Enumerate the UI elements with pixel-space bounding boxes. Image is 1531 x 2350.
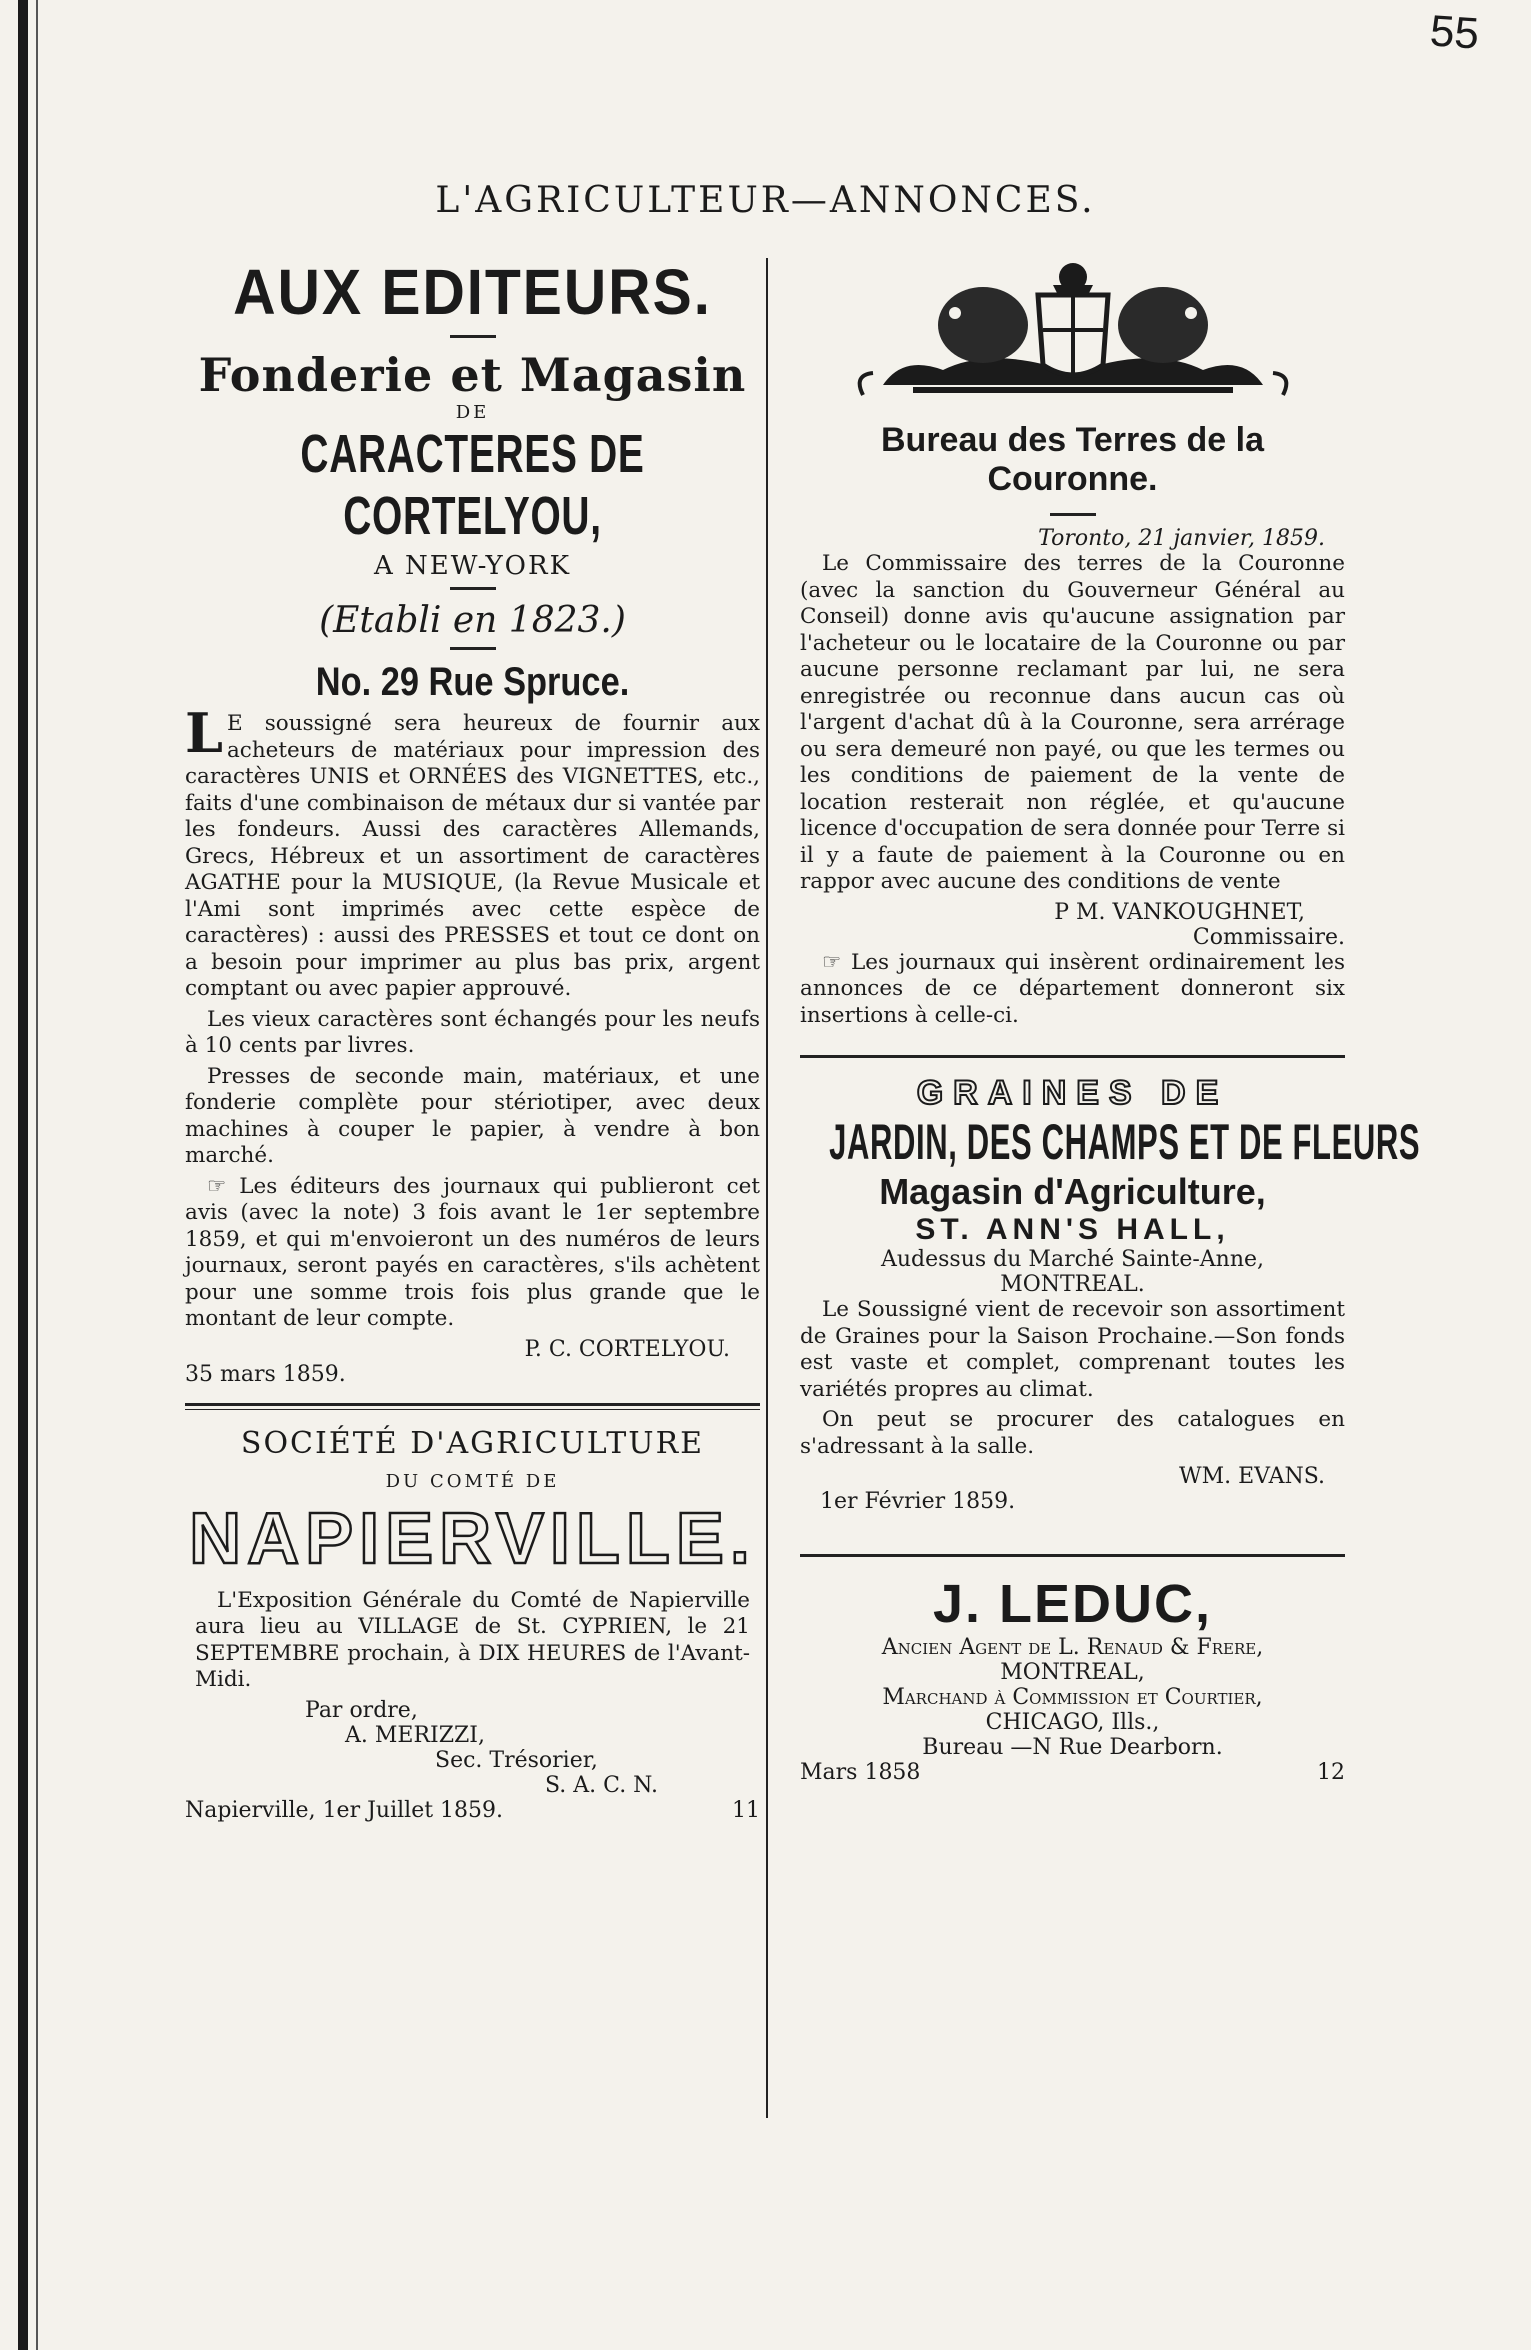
divider-dash	[450, 587, 496, 590]
ad-dateline: Toronto, 21 janvier, 1859.	[1038, 526, 1325, 551]
divider-dash	[450, 335, 496, 338]
ad-role: Sec. Trésorier,	[435, 1747, 598, 1773]
ad-line: Marchand à Commission et Courtier,	[882, 1685, 1263, 1710]
ad-subtitle: Magasin d'Agriculture,	[879, 1171, 1266, 1212]
ad-paragraph: L'Exposition Générale du Comté de Napierville aura lieu au VILLAGE de St. CYPRIEN, le 21 SEPTEMBRE prochain, à DIX HEURES de l'Avant-Midi.	[195, 1587, 750, 1692]
left-column	[185, 255, 760, 1823]
ad-line: Ancien Agent de L. Renaud & Frere,	[881, 1635, 1264, 1660]
napierville-ad	[185, 1426, 760, 1823]
royal-arms-image	[843, 255, 1303, 415]
ad-established: (Etabli en 1823.)	[319, 600, 626, 641]
ad-title-outlined: GRAINES DE	[916, 1074, 1229, 1112]
running-head: L'AGRICULTEUR—ANNONCES.	[435, 180, 1096, 221]
crown-lands-ad	[800, 255, 1345, 1029]
ad-footer-date: Napierville, 1er Juillet 1859.	[185, 1797, 504, 1823]
ad-location: Audessus du Marché Sainte-Anne,	[880, 1247, 1265, 1272]
ad-paragraph: Les vieux caractères sont échangés pour les neufs à 10 cents par livres.	[185, 1006, 760, 1058]
ad-signature: P. C. CORTELYOU.	[524, 1336, 730, 1362]
ad-paragraph: Presses de seconde main, matériaux, et une fonderie complète pour stériotiper, avec deux machines à couper le papier, à vendre à bon marché.	[185, 1063, 760, 1168]
binding-edge	[18, 0, 28, 2350]
ad-paragraph: LE soussigné sera heureux de fournir aux acheteurs de matériaux pour impression des caractères UNIS et ORNÉES des VIGNETTES, etc., faits d'une combinaison de métaux dur si vantée par les fondeurs. Aussi des caractères Allemands, Grecs, Hébreux et un assortiment de caractères AGATHE pour la MUSIQUE, (la Revue Musicale et l'Ami sont imprimés avec cette espèce de caractères) : aussi des PRESSES et tout ce dont on a besoin pour imprimer au plus bas prix, argent comptant ou avec papier approuvé.	[185, 701, 760, 1001]
section-rule	[800, 1554, 1345, 1557]
ad-subtitle: DU COMTÉ DE	[385, 1470, 560, 1492]
ad-date: 1er Février 1859.	[820, 1489, 1016, 1514]
ad-subtitle: Fonderie et Magasin	[198, 348, 747, 402]
ad-hall: ST. ANN'S HALL,	[915, 1213, 1230, 1246]
ad-name-outlined: NAPIERVILLE.	[189, 1498, 756, 1579]
column-divider	[766, 258, 768, 2118]
ad-role: Commissaire.	[1192, 924, 1345, 950]
ad-footer-number: 12	[1317, 1760, 1345, 1785]
ad-title: SOCIÉTÉ D'AGRICULTURE	[240, 1425, 705, 1461]
ad-line: CHICAGO, Ills.,	[985, 1710, 1160, 1735]
divider-dash	[1050, 513, 1096, 516]
ad-city: MONTREAL.	[1000, 1272, 1145, 1297]
ad-signer: A. MERIZZI,	[345, 1722, 485, 1748]
ad-signer: WM. EVANS.	[1179, 1464, 1325, 1489]
ad-paragraph: Le Commissaire des terres de la Couronne (avec la sanction du Gouverneur Général au Conseil) donne avis qu'aucune assignation par l'acheteur ou le locataire de la Couronne ou par aucune personne reclamant par lui, ne sera enregistrée ou reconnue dans aucun cas où l'argent d'achat dû à la Couronne, sera arrérage ou sera demeuré non payé, ou que les termes ou les conditions de paiement de la vente de location resterait non réglée, et qu'aucune licence d'occupation de sera donnée pour Terre si il y a faute de paiement à la Couronne ou en rappor avec aucune des conditions de vente	[800, 551, 1346, 894]
ad-de: DE	[455, 402, 490, 423]
ad-city: A NEW-YORK	[373, 551, 571, 581]
cortelyou-ad	[185, 255, 760, 1387]
ad-footer-number: 11	[732, 1797, 760, 1823]
ad-title: Bureau des Terres de la Couronne.	[881, 421, 1264, 498]
divider-dash	[450, 647, 496, 650]
ad-footer	[185, 1798, 760, 1823]
right-column	[800, 255, 1421, 1785]
ad-signer: P M. VANKOUGHNET,	[1054, 899, 1305, 925]
ad-address: No. 29 Rue Spruce.	[315, 660, 630, 704]
ad-footer-date: Mars 1858	[800, 1760, 921, 1785]
ad-order: Par ordre,	[305, 1697, 418, 1723]
leduc-ad	[800, 1573, 1345, 1785]
page-number-handwritten: 55	[1428, 6, 1481, 59]
ad-title: AUX EDITEURS.	[233, 256, 712, 328]
ad-note: ☞ Les journaux qui insèrent ordinairement les annonces de ce département donneront six insertions à celle-ci.	[800, 949, 1345, 1028]
ad-name: J. LEDUC,	[932, 1574, 1213, 1634]
ad-footer	[800, 1760, 1345, 1785]
ad-name: CARACTERES DE CORTELYOU,	[300, 424, 645, 546]
section-rule	[185, 1403, 760, 1410]
binding-edge-thin	[36, 0, 38, 2350]
section-rule	[800, 1055, 1345, 1058]
ad-org: S. A. C. N.	[545, 1772, 659, 1798]
ad-paragraph: ☞ Les éditeurs des journaux qui publieront cet avis (avec la note) 3 fois avant le 1er septembre 1859, et qui m'envoieront un des numéros de leurs journaux, seront payés en caractères, s'ils achètent pour une somme trois fois plus grande que le montant de leur compte.	[185, 1173, 760, 1331]
ad-line: Bureau —N Rue Dearborn.	[922, 1735, 1223, 1760]
seeds-ad	[800, 1074, 1421, 1514]
ad-paragraph: On peut se procurer des catalogues en s'adressant à la salle.	[800, 1407, 1345, 1459]
ad-paragraph: Le Soussigné vient de recevoir son assortiment de Graines pour la Saison Prochaine.—Son fonds est vaste et complet, comprenant toutes les variétés propres au climat.	[800, 1297, 1345, 1402]
ad-title-condensed: JARDIN, DES CHAMPS ET DE FLEURS	[829, 1114, 1421, 1170]
ad-line: MONTREAL,	[1000, 1660, 1145, 1685]
ad-date: 35 mars 1859.	[185, 1361, 346, 1387]
